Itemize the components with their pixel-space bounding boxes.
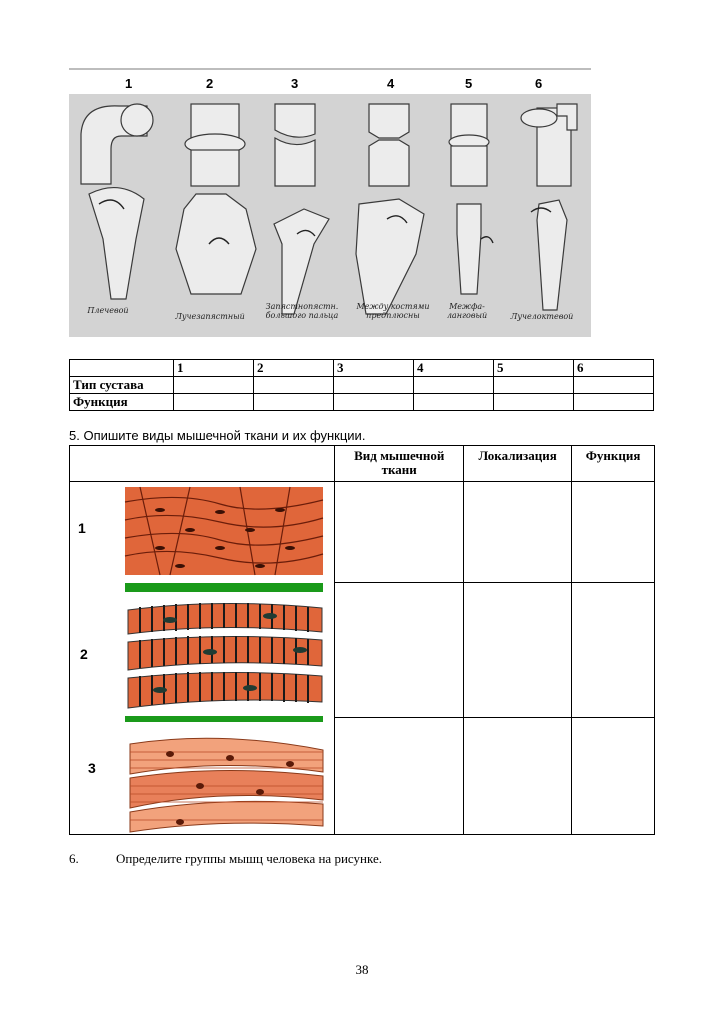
answer-cell[interactable] bbox=[574, 377, 654, 394]
table-row bbox=[70, 377, 654, 394]
table-cell bbox=[70, 446, 335, 482]
question-number: 6. bbox=[69, 851, 79, 866]
answer-cell[interactable] bbox=[494, 377, 574, 394]
answer-cell[interactable] bbox=[464, 583, 572, 718]
question-6 bbox=[69, 851, 382, 867]
answer-cell[interactable] bbox=[464, 482, 572, 583]
joint-caption: Плечевой bbox=[87, 306, 129, 315]
page-number: 38 bbox=[355, 962, 369, 977]
joint-number: 6 bbox=[535, 76, 543, 91]
answer-cell[interactable] bbox=[572, 718, 655, 835]
answer-cell[interactable] bbox=[574, 394, 654, 411]
joint-type-table bbox=[69, 359, 654, 411]
column-header: 2 bbox=[254, 360, 334, 377]
answer-cell[interactable] bbox=[494, 394, 574, 411]
answer-cell[interactable] bbox=[334, 377, 414, 394]
row-number: 1 bbox=[78, 520, 86, 536]
joints-drawing bbox=[69, 94, 591, 337]
joint-caption: Межфа-ланговый bbox=[446, 302, 488, 320]
answer-cell[interactable] bbox=[335, 482, 464, 583]
row-number: 3 bbox=[88, 760, 96, 776]
divider-bar bbox=[125, 716, 323, 722]
column-header: 4 bbox=[414, 360, 494, 377]
joint-number: 4 bbox=[387, 76, 395, 91]
muscle-images-cell bbox=[70, 482, 335, 835]
muscle-tissue-table bbox=[69, 445, 655, 835]
joint-caption: Лучезапястный bbox=[175, 312, 245, 321]
joints-illustration bbox=[69, 94, 591, 337]
column-header: Вид мышечной ткани bbox=[335, 446, 464, 482]
joint-number-row bbox=[69, 76, 591, 94]
joint-number: 2 bbox=[206, 76, 214, 91]
table-row bbox=[70, 360, 654, 377]
answer-cell[interactable] bbox=[464, 718, 572, 835]
answer-cell[interactable] bbox=[572, 482, 655, 583]
top-rule bbox=[69, 68, 591, 70]
joint-caption: Между костями предплюсны bbox=[356, 302, 430, 320]
answer-cell[interactable] bbox=[414, 377, 494, 394]
table-row bbox=[70, 446, 655, 482]
joint-caption: Запястнопястн. большого пальца bbox=[265, 302, 339, 320]
answer-cell[interactable] bbox=[254, 394, 334, 411]
question-5: 5. Опишите виды мышечной ткани и их функции. bbox=[69, 428, 366, 443]
column-header: Локализация bbox=[464, 446, 572, 482]
joint-number: 3 bbox=[291, 76, 299, 91]
column-header: Функция bbox=[572, 446, 655, 482]
joint-number: 1 bbox=[125, 76, 133, 91]
divider-bar bbox=[125, 583, 323, 592]
answer-cell[interactable] bbox=[335, 718, 464, 835]
answer-cell[interactable] bbox=[414, 394, 494, 411]
question-text: Определите группы мышц человека на рисунке. bbox=[116, 851, 382, 866]
table-row bbox=[70, 482, 655, 583]
cardiac-muscle-image bbox=[128, 603, 322, 708]
joint-caption: Лучелоктевой bbox=[510, 312, 574, 321]
answer-cell[interactable] bbox=[334, 394, 414, 411]
answer-cell[interactable] bbox=[174, 377, 254, 394]
answer-cell[interactable] bbox=[254, 377, 334, 394]
muscle-tissue-drawing bbox=[70, 482, 335, 834]
answer-cell[interactable] bbox=[174, 394, 254, 411]
answer-cell[interactable] bbox=[335, 583, 464, 718]
smooth-muscle-image bbox=[125, 487, 323, 575]
joint-number: 5 bbox=[465, 76, 473, 91]
table-cell bbox=[70, 360, 174, 377]
column-header: 6 bbox=[574, 360, 654, 377]
skeletal-muscle-image bbox=[130, 738, 323, 832]
answer-cell[interactable] bbox=[572, 583, 655, 718]
row-number: 2 bbox=[80, 646, 88, 662]
row-header: Тип сустава bbox=[70, 377, 174, 394]
column-header: 1 bbox=[174, 360, 254, 377]
row-header: Функция bbox=[70, 394, 174, 411]
column-header: 3 bbox=[334, 360, 414, 377]
table-row bbox=[70, 394, 654, 411]
column-header: 5 bbox=[494, 360, 574, 377]
